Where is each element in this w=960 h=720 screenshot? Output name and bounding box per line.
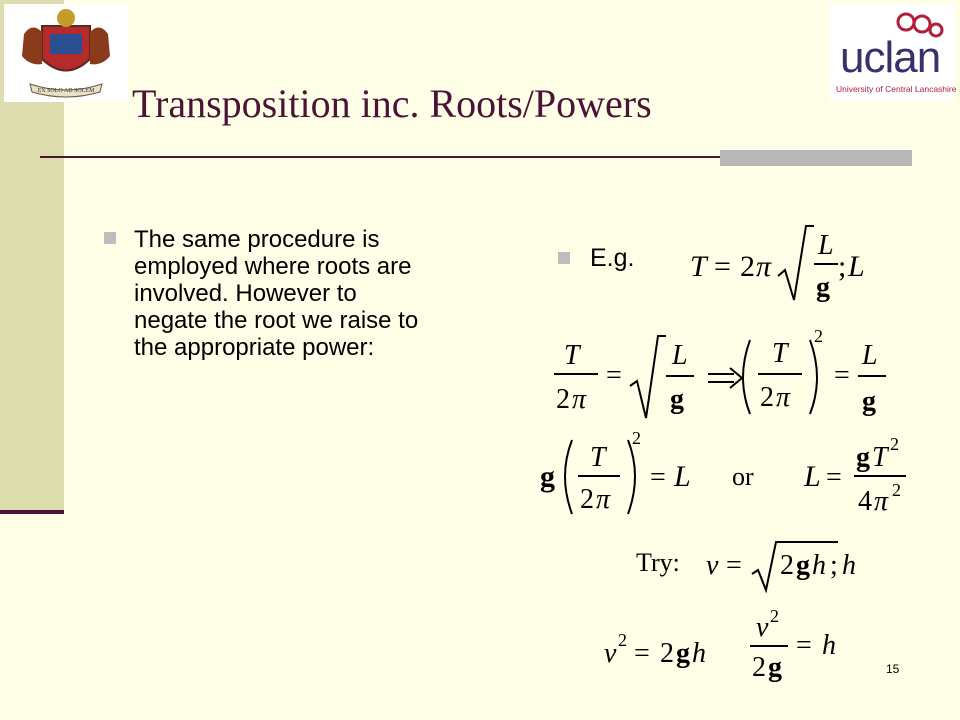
crest-logo [4, 4, 128, 102]
svg-text:π: π [756, 250, 772, 283]
svg-text:2: 2 [556, 384, 570, 415]
uclan-subtitle: University of Central Lancashire [836, 84, 957, 94]
svg-text:;: ; [838, 250, 847, 283]
page-number: 15 [886, 662, 900, 676]
eg-label: E.g. [590, 244, 635, 272]
svg-text:g: g [676, 638, 690, 669]
equation-solved-a [538, 430, 728, 520]
svg-text:L: L [818, 230, 834, 261]
svg-text:;: ; [830, 550, 838, 581]
svg-text:2: 2 [892, 480, 901, 500]
svg-text:2: 2 [814, 326, 823, 346]
svg-text:=: = [826, 462, 842, 493]
svg-text:h: h [822, 630, 836, 661]
svg-text:2: 2 [770, 606, 779, 626]
svg-text:T: T [564, 340, 580, 371]
svg-text:2: 2 [760, 382, 774, 413]
equation-period [688, 220, 868, 310]
svg-text:L: L [674, 460, 691, 493]
svg-text:g: g [856, 442, 870, 473]
svg-text:=: = [634, 638, 650, 669]
crest-icon [4, 4, 128, 102]
svg-text:T: T [772, 338, 788, 369]
svg-text:T: T [590, 442, 606, 473]
equation-squared [550, 326, 890, 426]
svg-text:4: 4 [858, 486, 872, 517]
svg-text:π: π [596, 484, 611, 515]
svg-text:g: g [670, 384, 684, 415]
equation-try-answer [602, 602, 852, 686]
svg-text:π: π [572, 384, 587, 415]
svg-text:L: L [804, 460, 821, 493]
svg-text:L: L [672, 340, 688, 371]
uclan-wordmark: uclan [840, 33, 941, 82]
equation-try [704, 536, 864, 596]
title-accent-bar [720, 150, 912, 166]
svg-text:g: g [862, 386, 876, 417]
svg-text:2: 2 [580, 484, 594, 515]
svg-text:g: g [796, 550, 810, 581]
svg-text:T: T [872, 442, 888, 473]
svg-text:v: v [706, 550, 719, 581]
svg-text:T: T [690, 250, 707, 283]
svg-text:2: 2 [780, 550, 794, 581]
crest-motto: EX SOLO AD SOLEM [37, 88, 95, 94]
bullet-marker [104, 232, 116, 244]
svg-text:h: h [812, 550, 826, 581]
svg-text:v: v [756, 612, 769, 643]
svg-text:g: g [540, 460, 555, 493]
or-label: or [732, 462, 754, 491]
bullet-marker-eg [558, 252, 570, 264]
svg-text:=: = [714, 250, 731, 283]
svg-text:2: 2 [740, 250, 755, 283]
svg-text:=: = [834, 360, 850, 391]
slide-title: Transposition inc. Roots/Powers [132, 81, 652, 126]
svg-text:=: = [650, 462, 666, 493]
svg-text:g: g [768, 652, 782, 683]
sidebar-underline [0, 510, 64, 514]
svg-text:L: L [862, 340, 878, 371]
svg-text:L: L [848, 250, 865, 283]
svg-text:π: π [776, 382, 791, 413]
svg-text:g: g [816, 272, 830, 303]
svg-text:=: = [796, 630, 812, 661]
svg-text:2: 2 [618, 630, 627, 650]
equation-solved-b [802, 430, 922, 520]
svg-text:=: = [726, 550, 742, 581]
bullet-text: The same procedure is employed where roots are involved. However to negate the root we raise to the appropriate power: [134, 226, 419, 361]
svg-text:h: h [692, 638, 706, 669]
svg-text:π: π [874, 486, 889, 517]
svg-text:2: 2 [890, 434, 899, 454]
svg-text:2: 2 [660, 638, 674, 669]
svg-text:2: 2 [632, 430, 641, 448]
svg-text:=: = [606, 360, 622, 391]
svg-text:v: v [604, 638, 617, 669]
try-label: Try: [636, 548, 680, 577]
svg-text:2: 2 [752, 652, 766, 683]
svg-text:h: h [842, 550, 856, 581]
